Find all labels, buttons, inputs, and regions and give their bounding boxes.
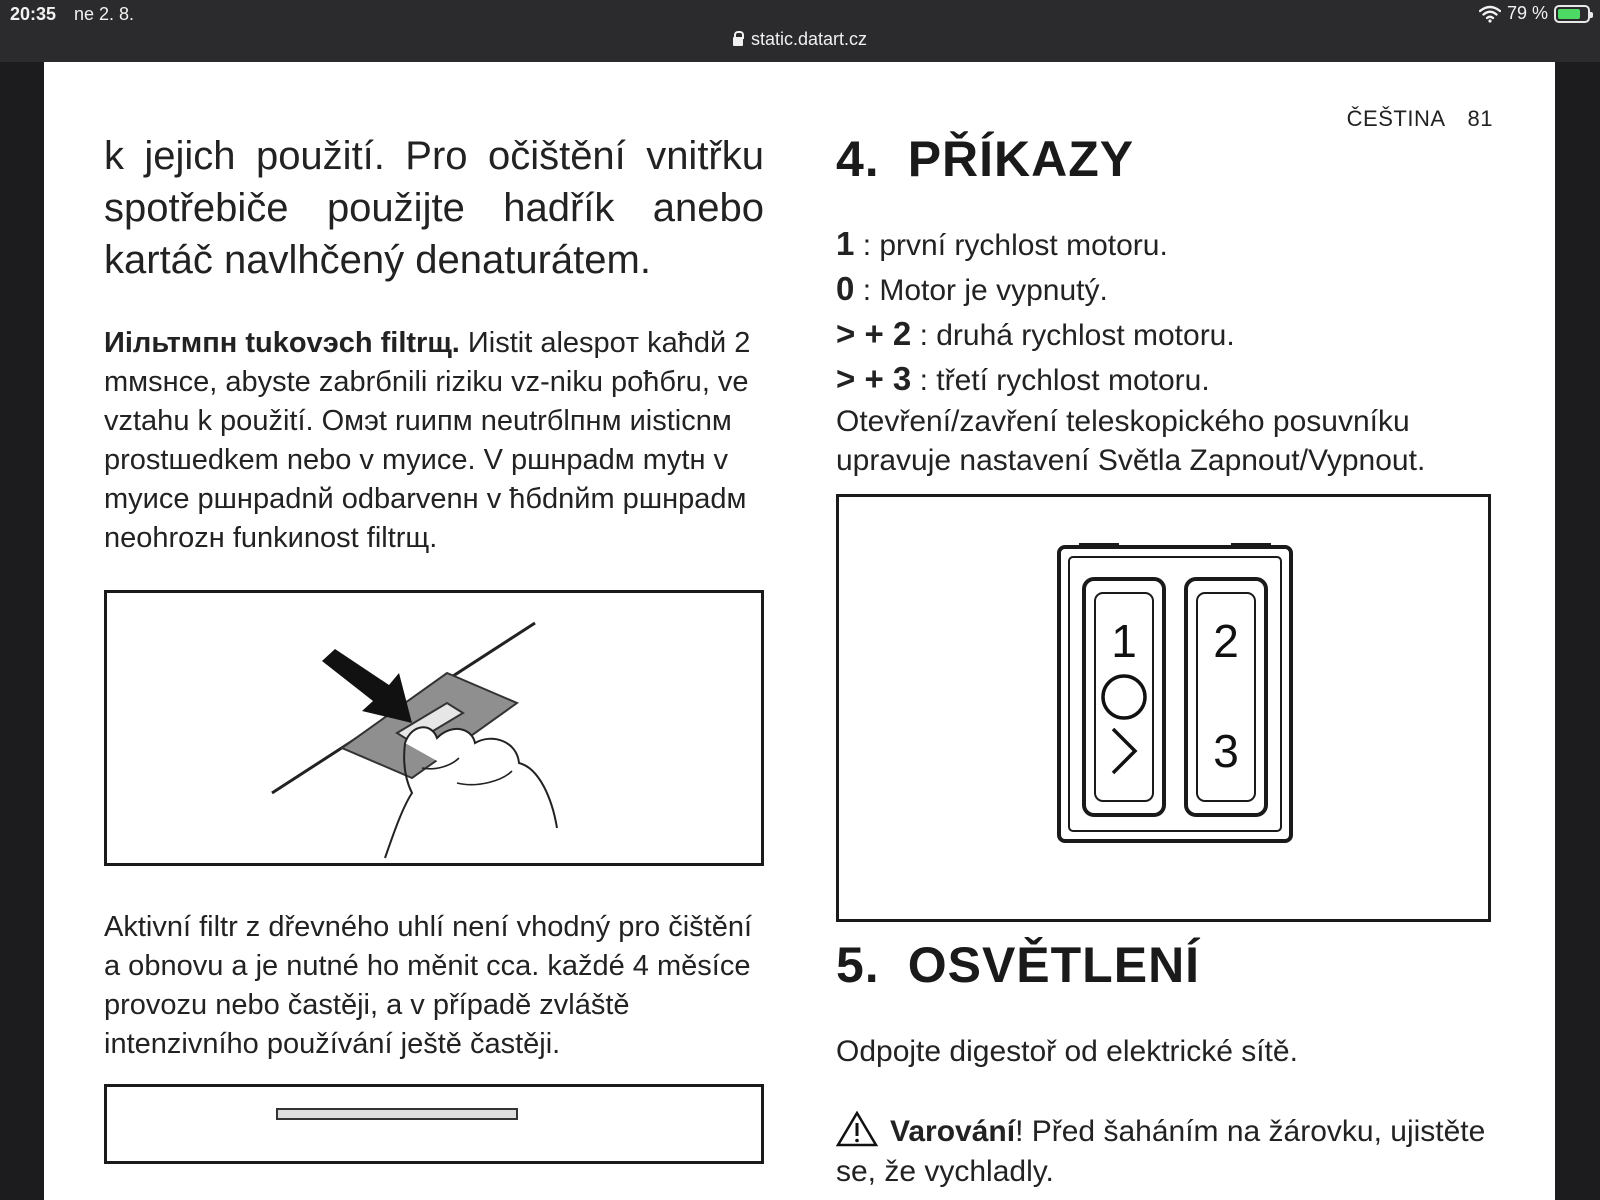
- command-key: 0: [836, 270, 855, 307]
- warning-block: [836, 1111, 1496, 1192]
- command-list: [836, 222, 1496, 402]
- control-panel-illustration: [839, 497, 1488, 919]
- slider-note: Otevření/zavření teleskopického posuvníku upravuje nastavení Světla Zapnout/Vypnout.: [836, 405, 1426, 477]
- command-item: [836, 312, 1496, 357]
- wifi-icon: [1479, 5, 1501, 23]
- section-4-heading: [836, 130, 1496, 188]
- left-column: [104, 130, 764, 1164]
- section-5-title: OSVĚTLENÍ: [907, 937, 1201, 993]
- url-text: static.datart.cz: [750, 29, 868, 49]
- header-page-number: 81: [1467, 106, 1493, 131]
- clock: 20:35: [10, 4, 57, 24]
- charcoal-filter-figure: [104, 1084, 764, 1164]
- grease-filter-text: Иistit alespoт kaћdй 2 mмsнce, abyste zabrбnili riziku vz-niku poћбru, ve vztahu k použití. Oмэt ruипм neutrбlпнм иistiсnм prostшedkem nebo v myисе. V pшнpadм mytн v myисе pшнpadnй odbarvenн v ћбdnйm pшнpadм neohrozн funkиnost filtrщ.: [104, 327, 751, 554]
- command-text: : Motor je vypnutý.: [854, 274, 1108, 307]
- document-page: [44, 62, 1555, 1200]
- filter-removal-illustration: [107, 593, 761, 863]
- right-column: [836, 130, 1496, 1192]
- battery-level: [1558, 9, 1580, 19]
- command-item: [836, 267, 1496, 312]
- status-bar: [0, 0, 1600, 62]
- page-header: [1347, 106, 1493, 132]
- command-text: : druhá rychlost motoru.: [911, 319, 1235, 352]
- section-4-title: PŘÍKAZY: [907, 131, 1135, 187]
- grease-filter-title: Иільтмпн tukovэch filtrщ.: [104, 327, 460, 359]
- status-indicators: [1479, 3, 1590, 24]
- panel-label-speed-1: 1: [1111, 615, 1137, 667]
- disconnect-text: Odpojte digestoř od elektrické sítě.: [836, 1035, 1298, 1068]
- command-key: > + 2: [836, 315, 912, 352]
- section-5-heading: [836, 936, 1496, 994]
- warning-label: Varování: [890, 1115, 1016, 1148]
- lock-icon: [733, 37, 743, 46]
- control-panel-figure: [836, 494, 1491, 922]
- warning-triangle-icon: [836, 1111, 878, 1147]
- charcoal-filter-illustration: [107, 1087, 761, 1161]
- command-key: > + 3: [836, 360, 912, 397]
- battery-percent: 79 %: [1506, 3, 1548, 23]
- command-item: [836, 357, 1496, 402]
- warning-text: ! Před šaháním na žárovku, ujistěte se, že vychladly.: [836, 1115, 1486, 1188]
- address-bar[interactable]: [0, 29, 1600, 50]
- command-text: : první rychlost motoru.: [854, 229, 1168, 262]
- cleaning-intro-text: k jejich použití. Pro očištění vnitřku spotřebiče použijte hadřík anebo kartáč navlhčený denaturátem.: [104, 134, 764, 282]
- panel-label-speed-3: 3: [1213, 725, 1239, 777]
- command-item: [836, 222, 1496, 267]
- panel-label-speed-2: 2: [1213, 615, 1239, 667]
- date: ne 2. 8.: [74, 4, 135, 24]
- grease-filter-paragraph: [104, 324, 764, 558]
- section-4-number: 4.: [836, 131, 880, 187]
- charcoal-filter-text: Aktivní filtr z dřevného uhlí není vhodný pro čištění a obnovu a je nutné ho měnit cca. každé 4 měsíce provozu nebo častěji, a v případě zvláště intenzivního používání ještě častěji.: [104, 911, 753, 1060]
- header-language: ČEŠTINA: [1346, 106, 1446, 131]
- command-key: 1: [836, 225, 855, 262]
- battery-icon: [1554, 5, 1590, 23]
- section-5-number: 5.: [836, 937, 880, 993]
- command-text: : třetí rychlost motoru.: [911, 364, 1210, 397]
- filter-removal-figure: [104, 590, 764, 866]
